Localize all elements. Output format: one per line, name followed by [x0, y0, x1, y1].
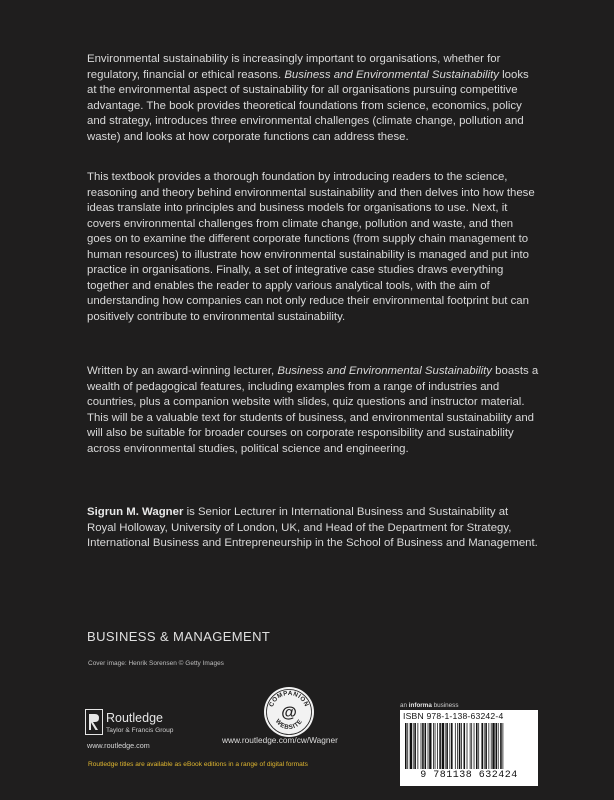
- author-name: Sigrun M. Wagner: [87, 506, 184, 518]
- barcode-bar: [500, 723, 502, 769]
- barcode-bar: [474, 723, 475, 769]
- barcode-bar: [428, 723, 429, 769]
- informa-suffix: business: [431, 702, 459, 709]
- blurb-paragraph-3: [87, 364, 539, 457]
- barcode-bar: [435, 723, 436, 769]
- blurb-paragraph-1: [87, 52, 539, 145]
- blurb-paragraph-2: This textbook provides a thorough foundation by introducing readers to the science, reasoning and theory behind environmental sustainability and then delves into how these ideas translate into principles and business models for organisations to use. Next, it covers environmental challenges from climate change, pollution and waste, and then goes on to examine the different corporate functions (from supply chain management to human resources) to illustrate how environmental sustainability is managed and put into practice in organisations. Finally, a set of integrative case studies draws everything together and enables the reader to apply various analytical tools, with the aim of understanding how companies can not only reduce their environmental footprint but can positively contribute to environmental sustainability.: [87, 171, 535, 323]
- publisher-name: Routledge: [106, 711, 163, 725]
- author-bio: [87, 505, 539, 552]
- publisher-url: www.routledge.com: [87, 741, 150, 750]
- barcode-bar: [470, 723, 471, 769]
- blurb-text: looks at the environmental aspect of sustainability for all organisations pursuing competitive advantage. The book provides theoretical foundations from science, economics, policy and strategy, introduces three environmental challenges (climate change, pollution and waste) and looks at how corporate functions can address these.: [87, 68, 529, 143]
- barcode-bar: [414, 723, 416, 769]
- barcode-bar: [467, 723, 468, 769]
- barcode-bar: [491, 723, 492, 769]
- ebook-availability-note: Routledge titles are available as eBook editions in a range of digital formats: [88, 761, 308, 768]
- companion-bottom-text: WEBSITE: [273, 717, 305, 732]
- barcode-bar: [488, 723, 489, 769]
- routledge-logo-icon: [85, 709, 103, 735]
- companion-at-symbol: @: [281, 704, 297, 722]
- publisher-group: Taylor & Francis Group: [106, 727, 174, 734]
- barcode-bar: [405, 723, 407, 769]
- barcode-bar: [439, 723, 441, 769]
- barcode-bar: [422, 723, 424, 769]
- publisher-logo: [85, 707, 205, 751]
- barcode-bar: [429, 723, 431, 769]
- barcode-bar: [455, 723, 456, 769]
- barcode-bar: [459, 723, 461, 769]
- barcode-bar: [421, 723, 422, 769]
- barcode-bar: [410, 723, 412, 769]
- barcode-bar: [451, 723, 453, 769]
- barcode-panel: [400, 710, 538, 786]
- barcode-bar: [484, 723, 485, 769]
- blurb-text: Environmental sustainability is increasingly important to organisations, whether for regulatory, financial or ethical reasons.: [87, 53, 501, 81]
- barcode-bar: [417, 723, 418, 769]
- barcode-bar: [464, 723, 466, 769]
- barcode-icon: [405, 723, 533, 769]
- barcode-bar: [442, 723, 444, 769]
- barcode-bar: [413, 723, 414, 769]
- barcode-bar: [492, 723, 494, 769]
- barcode-bar: [407, 723, 408, 769]
- informa-business-label: [400, 702, 458, 709]
- blurb-text: boasts a wealth of pedagogical features, including examples from a range of industries and countries, plus a companion website with slides, quiz questions and instructor material. This will be a valuable text for students of business, and environmental sustainability and will also be suitable for broader courses on corporate responsibility and sustainability across environmental studies, political science and engineering.: [87, 365, 539, 455]
- barcode-bar: [433, 723, 434, 769]
- cover-image-credit: Cover image: Henrik Sorensen © Getty Images: [88, 660, 224, 667]
- barcode-bar: [485, 723, 487, 769]
- barcode-bar: [481, 723, 483, 769]
- barcode-bar: [461, 723, 462, 769]
- book-title-italic: Business and Environmental Sustainability: [277, 365, 493, 377]
- barcode-bar: [449, 723, 450, 769]
- barcode-bar: [495, 723, 497, 769]
- barcode-bar: [425, 723, 427, 769]
- book-title-italic: Business and Environmental Sustainability: [284, 68, 499, 81]
- barcode-bar: [437, 723, 438, 769]
- informa-brand: informa: [408, 702, 432, 709]
- barcode-bar: [457, 723, 458, 769]
- barcode-bar: [446, 723, 448, 769]
- informa-prefix: an: [400, 702, 409, 709]
- isbn-text: ISBN 978-1-138-63242-4: [403, 711, 504, 721]
- barcode-bar: [478, 723, 479, 769]
- barcode-bar: [498, 723, 499, 769]
- barcode-bar: [476, 723, 478, 769]
- companion-website-url: www.routledge.com/cw/Wagner: [222, 735, 338, 745]
- companion-top-text: COMPANION: [267, 689, 311, 709]
- barcode-bar: [471, 723, 472, 769]
- barcode-number: 9 781138 632424: [420, 770, 518, 781]
- companion-website-badge-icon: [263, 686, 315, 738]
- author-bio-text: is Senior Lecturer in International Business and Sustainability at Royal Holloway, University of London, UK, and Head of the Department for Strategy, International Business and Entrepreneurship in the School of Business and Management.: [87, 506, 538, 549]
- subject-category: BUSINESS & MANAGEMENT: [87, 629, 271, 644]
- barcode-bar: [445, 723, 446, 769]
- barcode-bar: [503, 723, 504, 769]
- blurb-text: Written by an award-winning lecturer,: [87, 365, 278, 377]
